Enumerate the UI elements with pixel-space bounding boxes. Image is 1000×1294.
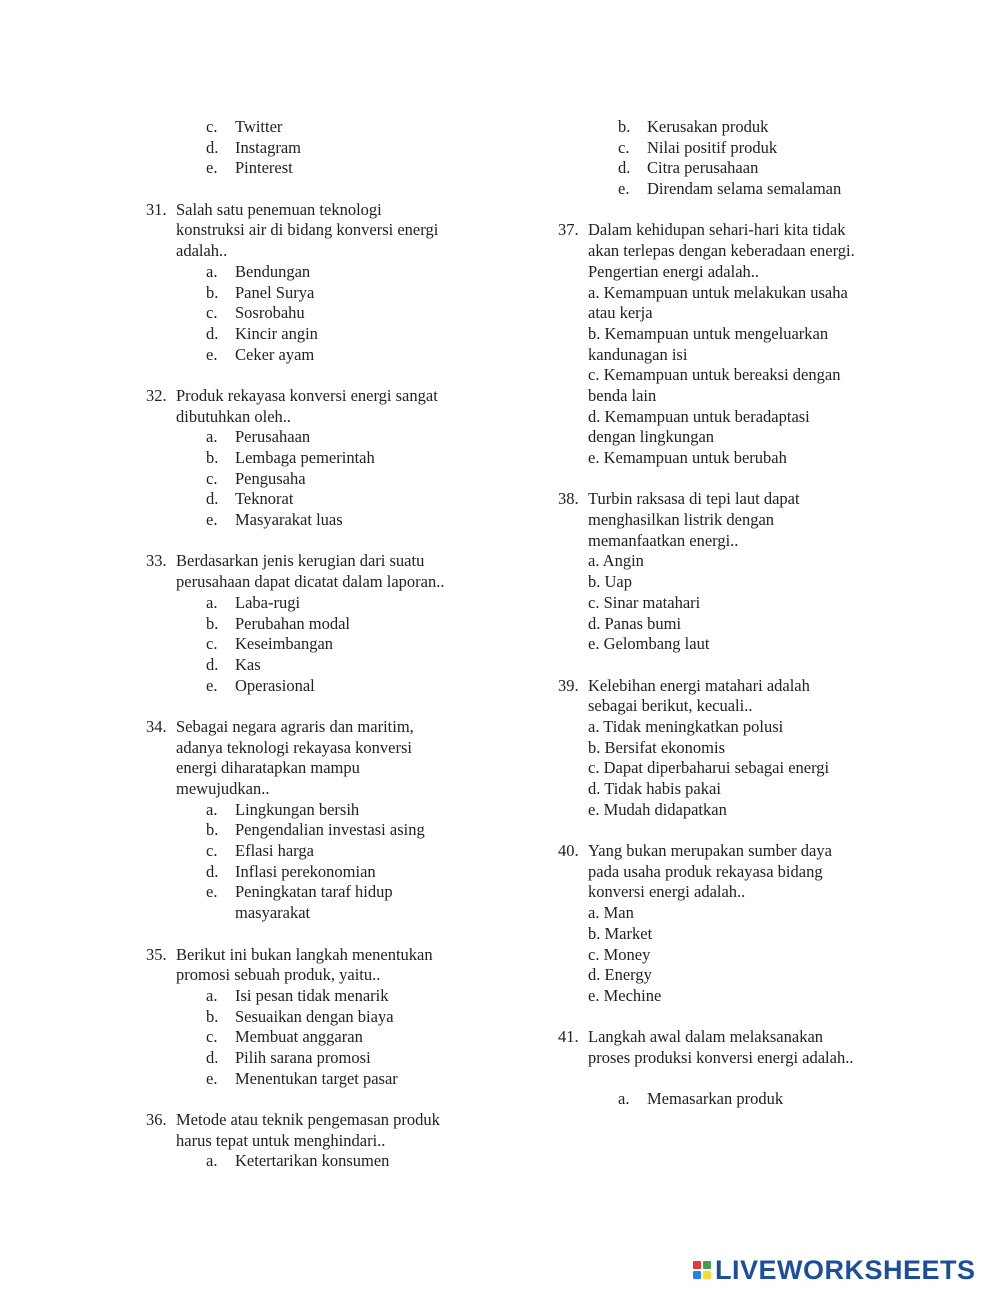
text-line: dengan lingkungan	[588, 427, 715, 447]
text-line: Pilih sarana promosi	[235, 1047, 371, 1067]
spacer	[146, 924, 486, 945]
text-line: b. Bersifat ekonomis	[588, 737, 726, 757]
option-letter: b.	[206, 1006, 219, 1026]
text-line: konversi energi adalah..	[588, 882, 746, 902]
text-line: Keseimbangan	[235, 634, 334, 654]
question-number: 35.	[146, 944, 167, 964]
answer-option	[146, 1151, 486, 1172]
answer-option	[146, 1048, 486, 1069]
text-line: Metode atau teknik pengemasan produk	[176, 1110, 440, 1129]
text-line: Kincir angin	[235, 323, 318, 343]
text-line: Citra perusahaan	[647, 158, 759, 178]
answer-option	[558, 138, 898, 159]
question-text	[176, 386, 486, 427]
question-number: 33.	[146, 551, 167, 571]
option-letter: b.	[206, 820, 219, 840]
text-line: Berdasarkan jenis kerugian dari suatu	[176, 551, 425, 571]
option-letter: e.	[618, 179, 630, 199]
spacer	[146, 179, 486, 200]
question-number: 40.	[558, 841, 579, 861]
answer-option	[146, 820, 486, 841]
answer-option	[146, 1007, 486, 1028]
option-letter: a.	[206, 799, 218, 819]
logo-square-3	[693, 1271, 701, 1279]
question-number: 38.	[558, 489, 579, 509]
answer-option	[146, 448, 486, 469]
spacer	[146, 1089, 486, 1110]
text-line: kandunagan isi	[588, 344, 688, 364]
logo-icon	[693, 1261, 711, 1279]
text-line: Memasarkan produk	[647, 1089, 784, 1109]
text-line: c. Money	[588, 944, 651, 964]
option-text	[235, 862, 486, 883]
text-line: Nilai positif produk	[647, 137, 778, 157]
text-line: akan terlepas dengan keberadaan energi.	[588, 241, 855, 261]
question-38	[558, 489, 898, 655]
text-line: a. Man	[588, 903, 634, 923]
spacer	[146, 365, 486, 386]
option-letter: e.	[206, 882, 218, 902]
option-letter: b.	[206, 613, 219, 633]
text-line: e. Gelombang laut	[588, 634, 710, 654]
text-line: Sebagai negara agraris dan maritim,	[176, 716, 414, 736]
text-line: pada usaha produk rekayasa bidang	[588, 861, 823, 881]
question-35	[146, 945, 486, 986]
option-letter: d.	[206, 323, 219, 343]
option-text	[235, 303, 486, 324]
text-line: d. Kemampuan untuk beradaptasi	[588, 406, 810, 426]
answer-option	[146, 117, 486, 138]
option-text	[647, 117, 898, 138]
text-line: Perubahan modal	[235, 613, 351, 633]
text-line: Sesuaikan dengan biaya	[235, 1006, 394, 1026]
answer-option	[146, 800, 486, 821]
text-line: Kelebihan energi matahari adalah	[588, 675, 810, 695]
option-letter: a.	[206, 592, 218, 612]
spacer	[558, 200, 898, 221]
text-line: Isi pesan tidak menarik	[235, 985, 389, 1005]
text-line: c. Dapat diperbaharui sebagai energi	[588, 758, 830, 778]
text-line: adalah..	[176, 241, 228, 261]
text-line: Lembaga pemerintah	[235, 448, 375, 467]
text-line: konstruksi air di bidang konversi energi	[176, 220, 439, 240]
option-text	[235, 986, 486, 1007]
logo-square-4	[703, 1271, 711, 1279]
question-32	[146, 386, 486, 427]
text-line: Operasional	[235, 675, 315, 695]
text-line: Langkah awal dalam melaksanakan	[588, 1027, 824, 1047]
answer-option	[146, 1027, 486, 1048]
text-line: Berikut ini bukan langkah menentukan	[176, 944, 433, 964]
option-letter: a.	[206, 985, 218, 1005]
question-37	[558, 220, 898, 468]
text-line: Pengusaha	[235, 468, 306, 488]
option-text	[235, 324, 486, 345]
answer-option	[146, 427, 486, 448]
option-letter: e.	[206, 675, 218, 695]
option-text	[235, 676, 486, 697]
option-text	[235, 138, 486, 159]
option-text	[235, 427, 486, 448]
logo-square-1	[693, 1261, 701, 1269]
text-line: Peningkatan taraf hidup	[235, 882, 393, 902]
question-text	[176, 551, 486, 592]
text-line: benda lain	[588, 385, 657, 405]
option-letter: c.	[206, 468, 218, 488]
text-line: Direndam selama semalaman	[647, 179, 842, 199]
option-text	[647, 1089, 898, 1110]
option-text	[235, 283, 486, 304]
option-text	[647, 179, 898, 200]
text-line: a. Angin	[588, 551, 644, 571]
text-line: d. Energy	[588, 965, 652, 985]
option-letter: d.	[206, 654, 219, 674]
text-line: Teknorat	[235, 489, 294, 509]
text-line: a. Kemampuan untuk melakukan usaha	[588, 282, 848, 302]
text-line: Ceker ayam	[235, 344, 315, 364]
text-line: adanya teknologi rekayasa konversi	[176, 737, 412, 757]
text-line: Membuat anggaran	[235, 1027, 363, 1047]
option-text	[647, 158, 898, 179]
right-column	[558, 117, 898, 1110]
text-line: Twitter	[235, 117, 283, 136]
option-text	[235, 614, 486, 635]
text-line: Bendungan	[235, 261, 311, 281]
question-number: 32.	[146, 385, 167, 405]
question-text	[588, 220, 898, 468]
option-text	[235, 469, 486, 490]
option-text	[235, 489, 486, 510]
answer-option	[146, 489, 486, 510]
answer-option	[146, 862, 486, 883]
answer-option	[146, 303, 486, 324]
answer-option	[146, 655, 486, 676]
text-line: sebagai berikut, kecuali..	[588, 696, 753, 716]
question-number: 37.	[558, 220, 579, 240]
answer-option	[146, 882, 486, 923]
option-text	[235, 593, 486, 614]
text-line: b. Market	[588, 923, 653, 943]
question-number: 31.	[146, 199, 167, 219]
text-line: Salah satu penemuan teknologi	[176, 199, 382, 219]
text-line: promosi sebuah produk, yaitu..	[176, 965, 381, 985]
answer-option	[146, 986, 486, 1007]
answer-option	[146, 510, 486, 531]
question-33	[146, 551, 486, 592]
answer-option	[146, 1069, 486, 1090]
answer-option	[146, 469, 486, 490]
spacer	[558, 469, 898, 490]
option-letter: c.	[618, 137, 630, 157]
answer-option	[146, 283, 486, 304]
option-letter: a.	[206, 427, 218, 447]
text-line: Produk rekayasa konversi energi sangat	[176, 385, 438, 405]
text-line: c. Kemampuan untuk bereaksi dengan	[588, 365, 841, 385]
spacer	[558, 1007, 898, 1028]
text-line: Inflasi perekonomian	[235, 861, 376, 881]
question-31	[146, 200, 486, 262]
text-line: Pengertian energi adalah..	[588, 261, 760, 281]
text-line: Laba-rugi	[235, 592, 301, 612]
text-line: Turbin raksasa di tepi laut dapat	[588, 489, 800, 509]
logo-text: LIVEWORKSHEETS	[715, 1255, 976, 1285]
option-text	[235, 820, 486, 841]
text-line: b. Kemampuan untuk mengeluarkan	[588, 323, 829, 343]
question-number: 34.	[146, 716, 167, 736]
question-text	[176, 945, 486, 986]
text-line: d. Tidak habis pakai	[588, 779, 721, 798]
question-text	[588, 489, 898, 655]
question-text	[176, 200, 486, 262]
option-text	[235, 882, 486, 923]
left-column	[146, 117, 486, 1172]
option-text	[235, 117, 486, 138]
option-text	[647, 138, 898, 159]
answer-option	[146, 614, 486, 635]
spacer	[558, 820, 898, 841]
question-text	[588, 1027, 898, 1068]
answer-option	[558, 117, 898, 138]
answer-option	[558, 158, 898, 179]
option-text	[235, 448, 486, 469]
answer-option	[146, 138, 486, 159]
text-line: Ketertarikan konsumen	[235, 1151, 390, 1171]
option-text	[235, 1069, 486, 1090]
text-line: masyarakat	[235, 903, 311, 923]
logo-square-2	[703, 1261, 711, 1269]
text-line: harus tepat untuk menghindari..	[176, 1130, 386, 1150]
text-line: a. Tidak meningkatkan polusi	[588, 716, 784, 736]
text-line: b. Uap	[588, 572, 632, 592]
option-letter: e.	[206, 510, 218, 530]
text-line: Sosrobahu	[235, 303, 305, 323]
text-line: Panel Surya	[235, 282, 315, 302]
text-line: Masyarakat luas	[235, 510, 343, 530]
option-text	[235, 800, 486, 821]
answer-option	[146, 593, 486, 614]
answer-option	[146, 345, 486, 366]
text-line: Pinterest	[235, 158, 293, 178]
text-line: Kas	[235, 654, 261, 674]
option-letter: a.	[206, 1151, 218, 1171]
option-letter: c.	[206, 303, 218, 323]
answer-option	[146, 676, 486, 697]
answer-option	[558, 179, 898, 200]
option-letter: a.	[618, 1089, 630, 1109]
option-letter: d.	[206, 489, 219, 509]
text-line: Lingkungan bersih	[235, 799, 360, 819]
text-line: memanfaatkan energi..	[588, 530, 739, 550]
option-letter: b.	[618, 117, 631, 136]
text-line: Yang bukan merupakan sumber daya	[588, 841, 832, 861]
question-text	[588, 841, 898, 1007]
answer-option	[146, 841, 486, 862]
text-line: atau kerja	[588, 303, 653, 323]
option-text	[235, 841, 486, 862]
text-line: e. Mudah didapatkan	[588, 799, 727, 819]
spacer	[146, 696, 486, 717]
option-letter: e.	[206, 344, 218, 364]
question-41	[558, 1027, 898, 1068]
option-letter: c.	[206, 117, 218, 136]
question-34	[146, 717, 486, 800]
spacer	[558, 655, 898, 676]
option-text	[235, 634, 486, 655]
answer-option	[146, 324, 486, 345]
text-line: Kerusakan produk	[647, 117, 769, 136]
answer-option	[146, 158, 486, 179]
text-line: d. Panas bumi	[588, 613, 682, 633]
text-line: proses produksi konversi energi adalah..	[588, 1047, 854, 1067]
question-40	[558, 841, 898, 1007]
question-text	[588, 676, 898, 821]
question-number: 36.	[146, 1110, 167, 1129]
option-letter: a.	[206, 261, 218, 281]
option-text	[235, 158, 486, 179]
option-letter: e.	[206, 158, 218, 178]
answer-option	[558, 1089, 898, 1110]
text-line: Eflasi harga	[235, 841, 314, 861]
text-line: Pengendalian investasi asing	[235, 820, 425, 840]
option-letter: c.	[206, 634, 218, 654]
text-line: perusahaan dapat dicatat dalam laporan..	[176, 572, 445, 592]
option-text	[235, 262, 486, 283]
answer-option	[146, 634, 486, 655]
question-text	[176, 1110, 486, 1151]
option-letter: d.	[206, 137, 219, 157]
option-text	[235, 510, 486, 531]
spacer	[146, 531, 486, 552]
spacer	[558, 1069, 898, 1090]
option-text	[235, 1151, 486, 1172]
text-line: mewujudkan..	[176, 779, 270, 798]
option-text	[235, 1048, 486, 1069]
text-line: Menentukan target pasar	[235, 1068, 398, 1088]
option-letter: e.	[206, 1068, 218, 1088]
option-letter: d.	[618, 158, 631, 178]
text-line: e. Mechine	[588, 985, 662, 1005]
text-line: Instagram	[235, 137, 301, 157]
option-text	[235, 1027, 486, 1048]
question-number: 41.	[558, 1027, 579, 1047]
text-line: energi diharatapkan mampu	[176, 758, 360, 778]
option-letter: c.	[206, 1027, 218, 1047]
liveworksheets-logo	[693, 1255, 976, 1285]
text-line: e. Kemampuan untuk berubah	[588, 448, 787, 467]
option-letter: b.	[206, 282, 219, 302]
option-text	[235, 655, 486, 676]
text-line: Dalam kehidupan sehari-hari kita tidak	[588, 220, 846, 240]
option-letter: d.	[206, 1047, 219, 1067]
option-text	[235, 1007, 486, 1028]
question-36	[146, 1110, 486, 1151]
question-number: 39.	[558, 675, 579, 695]
option-text	[235, 345, 486, 366]
answer-option	[146, 262, 486, 283]
text-line: c. Sinar matahari	[588, 592, 701, 612]
question-39	[558, 676, 898, 821]
question-text	[176, 717, 486, 800]
text-line: menghasilkan listrik dengan	[588, 510, 775, 530]
text-line: dibutuhkan oleh..	[176, 406, 292, 426]
option-letter: b.	[206, 448, 219, 467]
option-letter: d.	[206, 861, 219, 881]
option-letter: c.	[206, 841, 218, 861]
text-line: Perusahaan	[235, 427, 311, 447]
